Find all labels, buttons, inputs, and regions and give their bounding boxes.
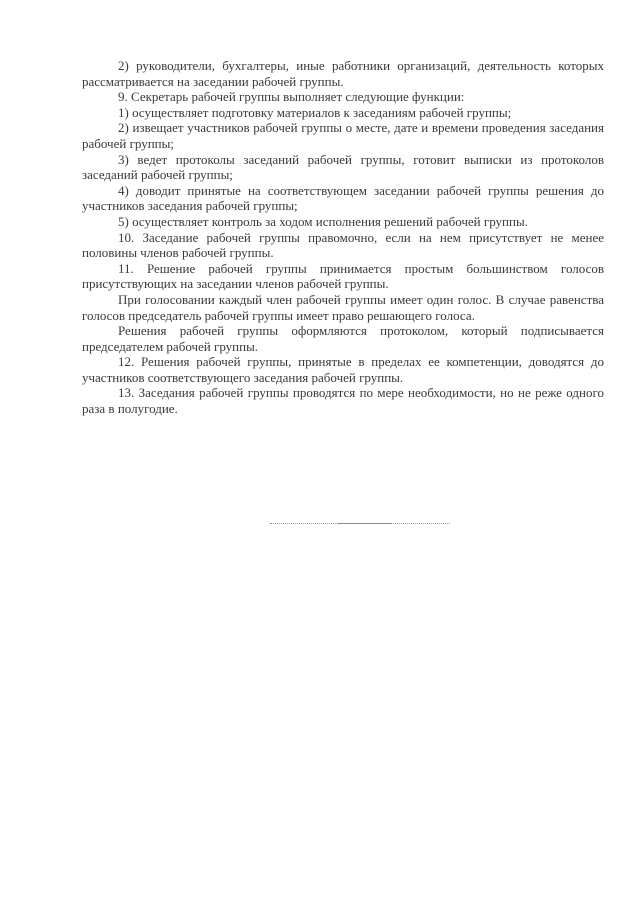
document-body — [82, 58, 604, 417]
end-separator-line-solid — [338, 523, 392, 524]
paragraph: При голосовании каждый член рабочей группы имеет один голос. В случае равенства голосов председатель рабочей группы имеет право решающего голоса. — [82, 291, 604, 323]
section-heading: 9. Секретарь рабочей группы выполняет следующие функции: — [118, 89, 465, 105]
list-item: 3) ведет протоколы заседаний рабочей группы, готовит выписки из протоколов заседаний рабочей группы; — [82, 151, 604, 183]
list-item: 4) доводит принятые на соответствующем заседании рабочей группы решения до участников заседания рабочей группы; — [82, 182, 604, 214]
list-item: 1) осуществляет подготовку материалов к заседаниям рабочей группы; — [118, 104, 512, 120]
paragraph: 13. Заседания рабочей группы проводятся по мере необходимости, но не реже одного раза в полугодие. — [82, 385, 604, 417]
paragraph: 10. Заседание рабочей группы правомочно, если на нем присутствует не менее половины членов рабочей группы. — [82, 229, 604, 261]
paragraph: 2) руководители, бухгалтеры, иные работники организаций, деятельность которых рассматривается на заседании рабочей группы. — [82, 58, 604, 89]
list-item: 2) извещает участников рабочей группы о месте, дате и времени проведения заседания рабочей группы; — [82, 120, 604, 151]
paragraph: Решения рабочей группы оформляются протоколом, который подписывается председателем рабочей группы. — [82, 323, 604, 354]
list-item: 5) осуществляет контроль за ходом исполнения решений рабочей группы. — [118, 213, 528, 229]
paragraph: 12. Решения рабочей группы, принятые в пределах ее компетенции, доводятся до участников соответствующего заседания рабочей группы. — [82, 354, 604, 385]
paragraph: 11. Решение рабочей группы принимается простым большинством голосов присутствующих на заседании членов рабочей группы. — [82, 260, 604, 292]
